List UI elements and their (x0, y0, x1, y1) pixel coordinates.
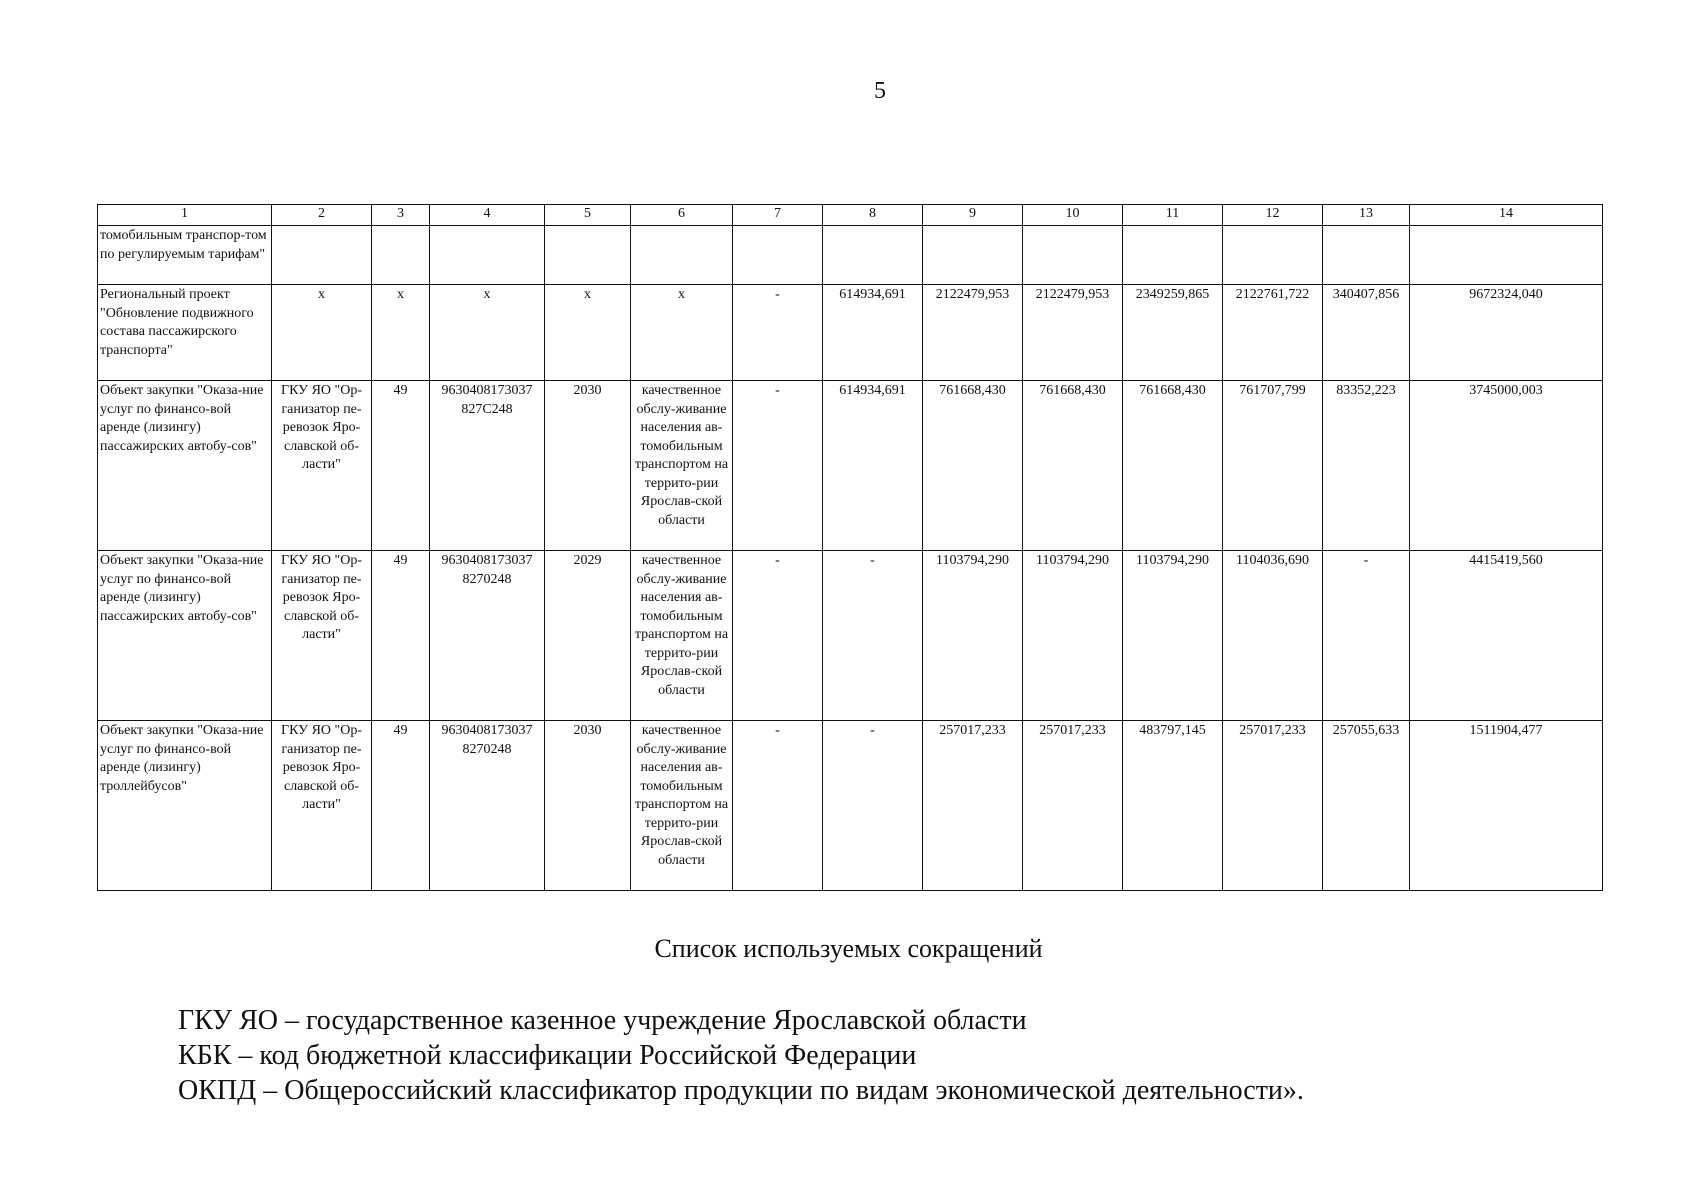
table-cell: 49 (372, 551, 430, 721)
table-cell: - (823, 721, 923, 891)
table-cell: 257017,233 (923, 721, 1023, 891)
table-cell: x (631, 285, 733, 381)
table-cell: 9672324,040 (1410, 285, 1603, 381)
table-cell (923, 226, 1023, 285)
column-header: 10 (1023, 205, 1123, 226)
abbreviation-item: ОКПД – Общероссийский классификатор продукции по видам экономической деятельности». (178, 1075, 1304, 1106)
table-cell (372, 226, 430, 285)
column-header: 12 (1223, 205, 1323, 226)
table-cell: 49 (372, 381, 430, 551)
table-cell: 257017,233 (1223, 721, 1323, 891)
column-header: 13 (1323, 205, 1410, 226)
column-header: 2 (272, 205, 372, 226)
table-cell: 1104036,690 (1223, 551, 1323, 721)
table-row (98, 381, 1603, 551)
table-cell: 340407,856 (1323, 285, 1410, 381)
abbreviation-item: КБК – код бюджетной классификации Российской Федерации (178, 1040, 917, 1071)
abbreviations-list (178, 1003, 1304, 1108)
table-cell: 1511904,477 (1410, 721, 1603, 891)
column-header: 14 (1410, 205, 1603, 226)
table-cell (1123, 226, 1223, 285)
table-cell: 83352,223 (1323, 381, 1410, 551)
table-cell: 9630408173037 8270248 (430, 721, 545, 891)
table-cell: - (733, 721, 823, 891)
table-row (98, 721, 1603, 891)
table-cell (631, 226, 733, 285)
table-cell: 761668,430 (923, 381, 1023, 551)
table-cell: 9630408173037 8270248 (430, 551, 545, 721)
table-cell: 2349259,865 (1123, 285, 1223, 381)
table-cell: 9630408173037 827С248 (430, 381, 545, 551)
table-cell: 257017,233 (1023, 721, 1123, 891)
table-header-row (98, 205, 1603, 226)
table-cell: x (545, 285, 631, 381)
table-cell (545, 226, 631, 285)
table-cell (1223, 226, 1323, 285)
table-cell: ГКУ ЯО "Ор-ганизатор пе-ревозок Яро-славской об-ласти" (272, 721, 372, 891)
table-cell: 257055,633 (1323, 721, 1410, 891)
column-header: 9 (923, 205, 1023, 226)
table-cell: качественное обслу-живание населения ав-томобильным транспортом на террито-рии Ярослав-ской области (631, 721, 733, 891)
table-cell: 2030 (545, 381, 631, 551)
table-cell: 3745000,003 (1410, 381, 1603, 551)
table-cell: качественное обслу-живание населения ав-томобильным транспортом на террито-рии Ярослав-ской области (631, 551, 733, 721)
table-cell: качественное обслу-живание населения ав-томобильным транспортом на террито-рии Ярослав-ской области (631, 381, 733, 551)
table-cell: - (823, 551, 923, 721)
table-row (98, 285, 1603, 381)
abbreviations-title: Список используемых сокращений (654, 934, 1043, 963)
abbreviation-item: ГКУ ЯО – государственное казенное учреждение Ярославской области (178, 1005, 1027, 1036)
table-cell: 2030 (545, 721, 631, 891)
table-cell: 49 (372, 721, 430, 891)
table-cell: ГКУ ЯО "Ор-ганизатор пе-ревозок Яро-славской об-ласти" (272, 551, 372, 721)
table-cell (1323, 226, 1410, 285)
column-header: 11 (1123, 205, 1223, 226)
table-row (98, 226, 1603, 285)
table-cell: - (1323, 551, 1410, 721)
table-cell (823, 226, 923, 285)
table-cell: 483797,145 (1123, 721, 1223, 891)
table-cell: 2029 (545, 551, 631, 721)
budget-table (97, 204, 1603, 891)
table-cell: 1103794,290 (1123, 551, 1223, 721)
table-cell-name: Региональный проект "Обновление подвижного состава пассажирского транспорта" (98, 285, 272, 381)
column-header: 3 (372, 205, 430, 226)
table-cell: 1103794,290 (1023, 551, 1123, 721)
table-cell: 1103794,290 (923, 551, 1023, 721)
table-cell: 2122479,953 (1023, 285, 1123, 381)
table-cell: x (372, 285, 430, 381)
table-cell (733, 226, 823, 285)
table-cell: 614934,691 (823, 381, 923, 551)
table-cell (1410, 226, 1603, 285)
table-cell: 4415419,560 (1410, 551, 1603, 721)
column-header: 8 (823, 205, 923, 226)
table-cell (1023, 226, 1123, 285)
table-cell (272, 226, 372, 285)
table-cell: 761668,430 (1023, 381, 1123, 551)
column-header: 7 (733, 205, 823, 226)
column-header: 1 (98, 205, 272, 226)
table-cell: 761668,430 (1123, 381, 1223, 551)
table-cell: ГКУ ЯО "Ор-ганизатор пе-ревозок Яро-славской об-ласти" (272, 381, 372, 551)
table-cell: - (733, 285, 823, 381)
table-row (98, 551, 1603, 721)
table-cell: 614934,691 (823, 285, 923, 381)
table-cell-name: Объект закупки "Оказа-ние услуг по финансо-вой аренде (лизингу) троллейбусов" (98, 721, 272, 891)
table-cell-name: томобильным транспор-том по регулируемым тарифам" (98, 226, 272, 285)
table-cell: 2122761,722 (1223, 285, 1323, 381)
column-header: 4 (430, 205, 545, 226)
column-header: 5 (545, 205, 631, 226)
table-cell (430, 226, 545, 285)
column-header: 6 (631, 205, 733, 226)
table-cell: x (430, 285, 545, 381)
table-cell-name: Объект закупки "Оказа-ние услуг по финансо-вой аренде (лизингу) пассажирских автобу-сов" (98, 551, 272, 721)
table-cell-name: Объект закупки "Оказа-ние услуг по финансо-вой аренде (лизингу) пассажирских автобу-сов" (98, 381, 272, 551)
table-cell: - (733, 551, 823, 721)
page-number: 5 (874, 78, 886, 104)
table-cell: 761707,799 (1223, 381, 1323, 551)
table-cell: 2122479,953 (923, 285, 1023, 381)
table-cell: - (733, 381, 823, 551)
table-cell: x (272, 285, 372, 381)
